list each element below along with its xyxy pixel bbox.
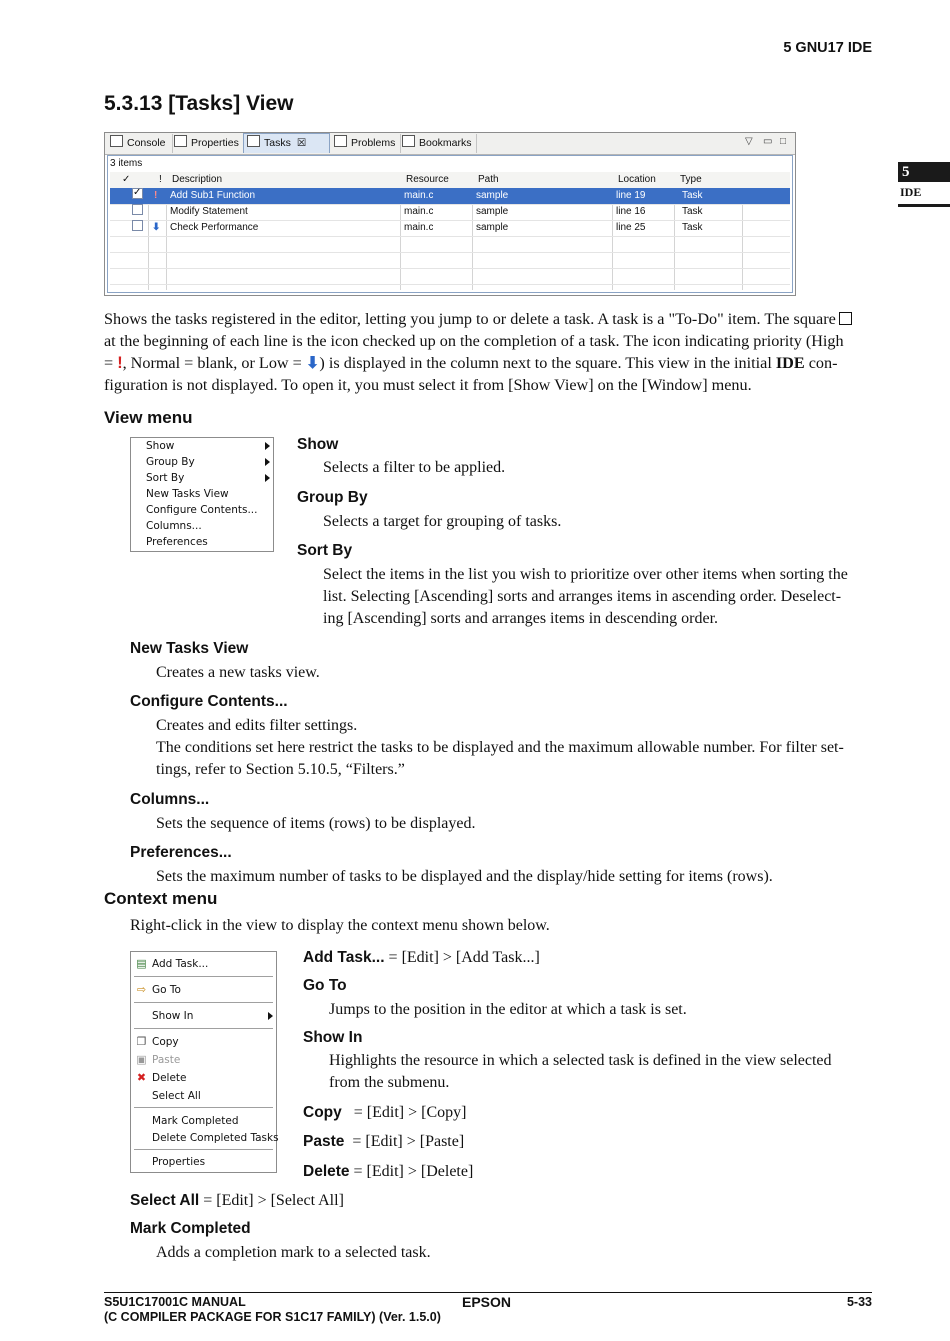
footer-rule: [104, 1292, 872, 1293]
menu-item-copy[interactable]: Copy: [152, 1036, 179, 1048]
copy-icon: ❐: [136, 1035, 147, 1048]
menu-item-delete[interactable]: Delete: [152, 1072, 187, 1084]
view-tab-bar: [105, 133, 795, 155]
priority-low-icon: ⬇: [305, 354, 320, 372]
maximize-icon[interactable]: □: [780, 136, 787, 147]
paste-icon: ▣: [136, 1053, 147, 1066]
entry-title: Show: [297, 436, 339, 453]
bookmarks-icon: [402, 135, 415, 147]
entry-title: Mark Completed: [130, 1220, 251, 1237]
add-task-icon: ▤: [136, 957, 147, 970]
done-checkbox[interactable]: [132, 204, 143, 215]
menu-item-show-in[interactable]: Show In: [152, 1010, 194, 1022]
problems-icon: [334, 135, 347, 147]
menu-item-paste[interactable]: Paste: [152, 1054, 181, 1066]
entry-desc: Selects a target for grouping of tasks.: [323, 513, 562, 530]
entry-line: Paste = [Edit] > [Paste]: [303, 1133, 465, 1150]
entry-line: Delete = [Edit] > [Delete]: [303, 1163, 474, 1180]
entry-title: Configure Contents...: [130, 693, 288, 710]
menu-item-mark-completed[interactable]: Mark Completed: [152, 1115, 239, 1127]
entry-desc: Adds a completion mark to a selected task.: [156, 1244, 431, 1261]
footer-brand: EPSON: [462, 1294, 512, 1310]
entry-title: Go To: [303, 977, 347, 994]
table-row[interactable]: ⬇ Check Performance main.c sample line 25 Task: [110, 220, 790, 237]
entry-line: Copy = [Edit] > [Copy]: [303, 1104, 467, 1121]
entry-title: New Tasks View: [130, 640, 249, 657]
menu-item-delete-completed[interactable]: Delete Completed Tasks: [152, 1132, 279, 1144]
entry-line: Select All = [Edit] > [Select All]: [130, 1192, 344, 1209]
menu-item-new-tasks-view[interactable]: New Tasks View: [146, 488, 229, 500]
intro-paragraph: Shows the tasks registered in the editor, letting you jump to or delete a task. A task is a "To-Do" item. The square at the beginning of each line is the icon checked up on the completion of a task. The icon indicating priority (High = !, Normal = blank, or Low = ⬇) is displayed in the column next to the square. This view in the initial IDE con- figuration is not displayed. To open it, you must select it from [Show View] on the [Window] menu.: [104, 308, 872, 396]
col-location[interactable]: Location: [618, 174, 656, 185]
col-description[interactable]: Description: [172, 174, 223, 185]
entry-desc: Sets the sequence of items (rows) to be displayed.: [156, 815, 476, 832]
entry-desc-block: Creates and edits filter settings. The conditions set here restrict the tasks to be displayed and the maximum allowable number. For filter set- tings, refer to Section 5.10.5, “Filters.”: [156, 717, 844, 778]
tasks-icon: [247, 135, 260, 147]
tab-tasks[interactable]: Tasks ☒: [243, 133, 330, 153]
chapter-tab: [898, 162, 950, 207]
menu-item-go-to[interactable]: Go To: [152, 984, 181, 996]
col-resource[interactable]: Resource: [406, 174, 449, 185]
close-icon[interactable]: ☒: [296, 137, 307, 149]
entry-desc: Sets the maximum number of tasks to be displayed and the display/hide setting for items (rows).: [156, 868, 773, 885]
entry-desc: Creates a new tasks view.: [156, 664, 320, 681]
context-menu-intro: Right-click in the view to display the context menu shown below.: [130, 917, 550, 934]
items-count: 3 items: [110, 158, 143, 169]
chapter-tab-label: IDE: [898, 182, 950, 207]
table-header: [110, 172, 790, 189]
col-done[interactable]: ✓: [122, 174, 131, 185]
context-menu-screenshot: [130, 951, 277, 1173]
minimize-icon[interactable]: ▭: [763, 136, 773, 147]
entry-desc: Jumps to the position in the editor at which a task is set.: [329, 1001, 687, 1018]
tab-console[interactable]: Console: [107, 134, 173, 153]
entry-desc-block: Highlights the resource in which a selected task is defined in the view selected from the submenu.: [329, 1052, 832, 1091]
entry-desc-block: Select the items in the list you wish to prioritize over other items when sorting the list. Selecting [Ascending] sorts and arranges items in ascending order. Deselect- ing [Ascending] sorts and arranges items in descending order.: [323, 566, 848, 627]
menu-item-properties[interactable]: Properties: [152, 1156, 206, 1168]
menu-item-select-all[interactable]: Select All: [152, 1090, 201, 1102]
menu-item-columns[interactable]: Columns...: [146, 520, 202, 532]
view-menu-screenshot: [130, 437, 274, 552]
entry-desc: Selects a filter to be applied.: [323, 459, 506, 476]
menu-item-preferences[interactable]: Preferences: [146, 536, 208, 548]
priority-high-icon: !: [117, 354, 123, 372]
tab-properties[interactable]: Properties: [171, 134, 245, 153]
entry-title: Sort By: [297, 542, 353, 559]
col-type[interactable]: Type: [680, 174, 702, 185]
chapter-header: 5 GNU17 IDE: [783, 40, 872, 56]
menu-item-group-by[interactable]: Group By: [146, 456, 195, 468]
console-icon: [110, 135, 123, 147]
entry-line: Add Task... = [Edit] > [Add Task...]: [303, 949, 540, 966]
tasks-view-screenshot: [104, 132, 796, 296]
col-priority[interactable]: !: [159, 174, 162, 185]
entry-title: Preferences...: [130, 844, 232, 861]
footer-left: S5U1C17001C MANUAL (C COMPILER PACKAGE FOR S1C17 FAMILY) (Ver. 1.5.0): [104, 1295, 441, 1324]
menu-item-add-task[interactable]: Add Task...: [152, 958, 209, 970]
context-menu-heading: Context menu: [104, 889, 218, 908]
tasks-table-area: [107, 155, 793, 293]
page-number: 5-33: [846, 1295, 872, 1309]
entry-title: Show In: [303, 1029, 363, 1046]
done-checkbox[interactable]: [132, 220, 143, 231]
properties-icon: [174, 135, 187, 147]
section-title: 5.3.13 [Tasks] View: [104, 92, 294, 115]
go-to-icon: ⇨: [136, 983, 147, 996]
done-checkbox[interactable]: [132, 188, 143, 199]
checkbox-square-icon: [839, 312, 852, 325]
entry-title: Columns...: [130, 791, 210, 808]
delete-icon: ✖: [136, 1071, 147, 1084]
menu-item-show[interactable]: Show: [146, 440, 175, 452]
table-row[interactable]: Modify Statement main.c sample line 16 Task: [110, 204, 790, 221]
view-menu-heading: View menu: [104, 408, 193, 427]
entry-title: Group By: [297, 489, 368, 506]
menu-item-sort-by[interactable]: Sort By: [146, 472, 185, 484]
priority-low-icon: ⬇: [152, 222, 161, 233]
tab-bookmarks[interactable]: Bookmarks: [399, 134, 477, 153]
tasks-table: [110, 172, 790, 290]
col-path[interactable]: Path: [478, 174, 499, 185]
view-menu-icon[interactable]: ▽: [745, 136, 753, 147]
table-row[interactable]: ✓ ! Add Sub1 Function main.c sample line 19 Task: [110, 188, 790, 205]
priority-high-icon: !: [154, 190, 158, 201]
menu-item-configure-contents[interactable]: Configure Contents...: [146, 504, 258, 516]
chapter-tab-number: 5: [898, 162, 950, 182]
tab-problems[interactable]: Problems: [331, 134, 401, 153]
